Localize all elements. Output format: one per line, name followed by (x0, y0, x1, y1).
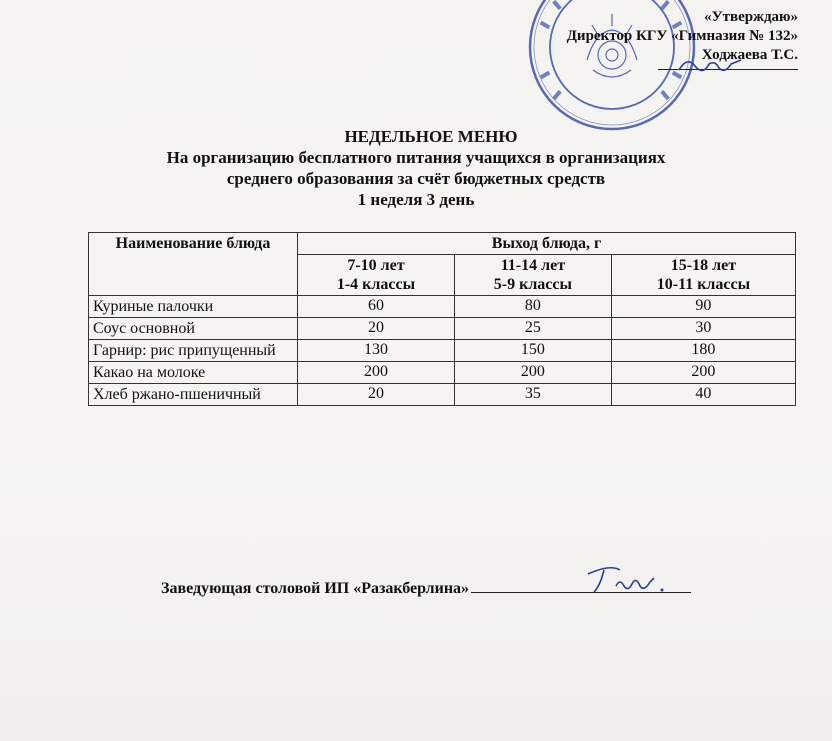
manager-signature-icon (580, 560, 690, 600)
title-line-3: среднего образования за счёт бюджетных средств (226, 169, 606, 188)
portion-value: 20 (298, 384, 455, 406)
title-line-4: 1 неделя 3 день (357, 190, 475, 209)
dish-name: Какао на молоке (89, 362, 298, 384)
table-row (89, 296, 796, 318)
table-row (89, 362, 796, 384)
table-row (89, 340, 796, 362)
portion-value: 90 (611, 296, 795, 318)
approval-name: Ходжаева Т.С. (701, 47, 798, 63)
header-output: Выход блюда, г (298, 233, 796, 255)
director-signature-icon (675, 52, 745, 80)
approval-director: Директор КГУ «Гимназия № 132» (566, 28, 798, 44)
header-age-group (454, 255, 611, 296)
header-dish-name: Наименование блюда (89, 233, 298, 296)
dish-name: Куриные палочки (89, 296, 298, 318)
class-range: 5-9 классы (493, 276, 572, 293)
class-range: 10-11 классы (656, 276, 751, 293)
dish-name: Гарнир: рис припущенный (89, 340, 298, 362)
portion-value: 40 (611, 384, 795, 406)
age-range: 7-10 лет (347, 257, 405, 274)
canteen-manager-label: Заведующая столовой ИП «Разакберлина» (161, 580, 470, 597)
title-line-2: На организацию бесплатного питания учащихся в организациях (166, 148, 666, 167)
portion-value: 200 (611, 362, 795, 384)
table-row (89, 384, 796, 406)
dish-name: Соус основной (89, 318, 298, 340)
class-range: 1-4 классы (336, 276, 416, 293)
portion-value: 30 (611, 318, 795, 340)
portion-value: 25 (454, 318, 611, 340)
menu-table (88, 232, 796, 406)
document-title (0, 126, 832, 210)
portion-value: 60 (298, 296, 455, 318)
portion-value: 80 (454, 296, 611, 318)
age-range: 15-18 лет (670, 257, 737, 274)
portion-value: 180 (611, 340, 795, 362)
portion-value: 150 (454, 340, 611, 362)
portion-value: 200 (454, 362, 611, 384)
age-range: 11-14 лет (500, 257, 566, 274)
portion-value: 20 (298, 318, 455, 340)
portion-value: 200 (298, 362, 455, 384)
table-row (89, 318, 796, 340)
header-age-group (298, 255, 455, 296)
portion-value: 35 (454, 384, 611, 406)
title-line-1: НЕДЕЛЬНОЕ МЕНЮ (344, 127, 518, 146)
portion-value: 130 (298, 340, 455, 362)
dish-name: Хлеб ржано-пшеничный (89, 384, 298, 406)
header-age-group (611, 255, 795, 296)
approval-label: «Утверждаю» (704, 9, 798, 25)
